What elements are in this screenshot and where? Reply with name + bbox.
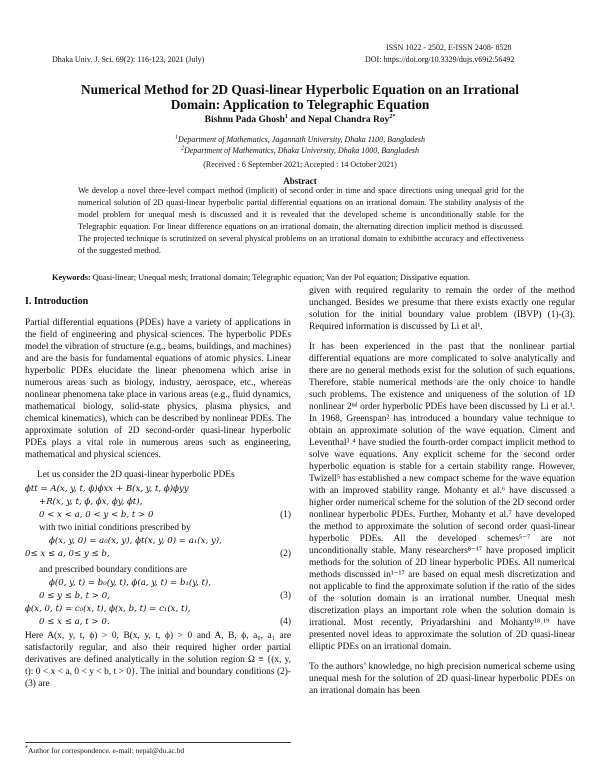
equation-1-line-2: +R(x, y, t, ϕ, ϕx, ϕy, ϕt),: [39, 497, 143, 507]
author-1: Bishnu Pada Ghosh: [204, 115, 285, 125]
and-text: and: [287, 115, 309, 125]
doi-link[interactable]: DOI: https://doi.org/10.3329/dujs.v69i2.56492: [365, 55, 515, 64]
affil-1-sup: 1: [175, 134, 179, 141]
keywords: [52, 273, 470, 282]
equation-number: (1): [280, 510, 291, 520]
equation-1-line-1: ϕtt = A(x, y, t, ϕ)ϕxx + B(x, y, t, ϕ)ϕyy: [25, 484, 189, 494]
equation-number: (2): [280, 549, 291, 559]
affil-2-sup: 2: [180, 144, 184, 151]
equation-number: (3): [280, 591, 291, 601]
footnote: [25, 746, 184, 755]
affiliation-2: Department of Mathematics, Dhaka University, Dhaka 1000, Bangladesh: [183, 145, 420, 155]
equation-4-line-1: ϕ(x, 0, t) = c₀(x, t), ϕ(x, b, t) = c₁(x, t),: [25, 604, 191, 614]
equation-1-domain: 0 < x < a, 0 < y < b, t > 0: [39, 510, 154, 520]
text-boundary-conditions: and prescribed boundary conditions are: [39, 565, 187, 575]
equation-4-domain: 0 ≤ x ≤ a, t > 0.: [39, 617, 110, 627]
abstract-heading: Abstract: [283, 176, 317, 186]
keywords-label: Keywords:: [52, 273, 91, 282]
paper-title: Numerical Method for 2D Quasi-linear Hyperbolic Equation on an Irrational Domain: Application to Telegraphic Equation: [81, 82, 519, 112]
keywords-text: Quasi-linear; Unequal mesh; Irrational domain; Telegraphic equation; Van der Pol equation; Dissipative equation.: [90, 273, 471, 282]
equation-3-line-2: [25, 590, 291, 603]
authors: [0, 115, 600, 125]
text-initial-conditions: with two initial conditions prescribed by: [39, 523, 191, 533]
affiliation-1: Department of Mathematics, Jagannath University, Dhaka 1100, Bangladesh: [178, 135, 425, 144]
intro-paragraph-3: Here A(x, y, t, ϕ) > 0, B(x, y, t, ϕ) > 0 and A, B, ϕ, a₀, a₁ are satisfactorily regular, and also their required higher order partial derivatives are defined analytically in the solution region Ω ≡ {(x, y, t): 0 < x < a, 0 < y < b, t > 0}. The initial and boundary conditions (2)-(3) are: [25, 631, 291, 689]
paragraph-literature: It has been experienced in the past that the nonlinear partial differential equations are more complicated to solve analytically and there are no general methods exist for the solution of such equations. Therefore, stable numerical methods are the only choice to handle such problems. The existence and uniqueness of the solution of 1D nonlinear 2ⁿᵈ order hyperbolic PDEs have been discussed by Li et al.¹. In 1968, Greenspan² has introduced a boundary value technique to obtain an approximate solution of the wave equation. Ciment and Leventhal³˒⁴ have studied the fourth-order compact implicit method to solve wave equations. Any explicit scheme for the second order hyperbolic equation is stable for a certain stability range. However, Twizell⁵ has established a new compact scheme for the wave equation with an improved stability range. Mohanty et al.⁶ have discussed a higher order numerical scheme for the solution of the 2D second order nonlinear hyperbolic PDEs. Further, Mohanty et al.⁷ have developed the method to approximate the solution of second order quasi-linear hyperbolic PDEs. All the developed schemes⁵⁻⁷ are not unconditionally stable. Many researchers⁸⁻¹⁷ have proposed implicit methods for the solution of 2D linear hyperbolic PDEs. All numerical methods discussed in¹⁻¹⁷ are based on equal mesh discretization and not applicable to find the approximate solution if the ratio of the sides of the solution domain is an irrational number. Unequal mesh discretization plays an important role when the solution domain is irrational. Most recently, Priyadarshini and Mohanty¹⁸˒¹⁹ have presented novel ideas to approximate the solution of 2D quasi-linear elliptic PDEs on an irrational domain.: [309, 342, 575, 652]
equation-2-line-2: [25, 548, 291, 561]
issn: ISSN 1022 - 2502, E-ISSN 2408- 8528: [386, 43, 512, 52]
journal-citation: Dhaka Univ. J. Sci. 69(2): 116-123, 2021 (July): [52, 55, 205, 64]
paragraph-continued: given with required regularity to remain the order of the method unchanged. Besides we presume that there exists exactly one regular solution for the initial boundary value problem (IBVP) (1)-(3). Required information is discussed by Li et al¹.: [309, 286, 575, 332]
footnote-divider: [25, 742, 291, 743]
right-column: [309, 285, 575, 705]
equation-3-line-1: ϕ(0, y, t) = b₀(y, t), ϕ(a, y, t) = b₁(y, t),: [49, 578, 211, 588]
author-2: Nepal Chandra Roy: [308, 115, 390, 125]
paragraph-gap: To the authors’ knowledge, no high precision numerical scheme using unequal mesh for the solution of 2D quasi-linear hyperbolic PDEs on an irrational domain has been: [309, 662, 575, 696]
affiliations: [0, 135, 600, 156]
equation-3-domain: 0 ≤ y ≤ b, t > 0,: [39, 591, 110, 601]
abstract-text: We develop a novel three-level compact method (implicit) of second order in time and space directions using unequal grid for the numerical solution of 2D quasi-linear hyperbolic partial differential equations on an irrational domain. The stability analysis of the model problem for unequal mesh is discussed and it is revealed that the developed scheme is unconditionally stable for the Telegraphic equation. For linear difference equations on an irrational domain, the alternating direction implicit method is discussed. The projected technique is scrutinized on several physical problems on an irrational domain to exhibitthe accuracy and effectiveness of the suggested method.: [78, 186, 524, 255]
equation-2-domain: 0≤ x ≤ a, 0≤ y ≤ b,: [25, 549, 110, 559]
received-dates: (Received : 6 September 2021; Accepted : 14 October 2021): [203, 160, 397, 169]
left-column: [25, 296, 291, 698]
footnote-mark: *: [25, 745, 28, 752]
equation-4-line-2: [25, 616, 291, 629]
equation-1-line-3: [25, 509, 291, 522]
author-1-affil: 1: [284, 113, 288, 120]
intro-paragraph-2: Let us consider the 2D quasi-linear hyperbolic PDEs: [37, 470, 235, 480]
section-heading: I. Introduction: [25, 296, 89, 307]
footnote-text: Author for correspondence. e-mail: nepal@du.ac.bd: [28, 746, 185, 755]
author-2-affil: 2*: [389, 113, 396, 120]
equation-2-line-1: ϕ(x, y, 0) = a₀(x, y), ϕt(x, y, 0) = a₁(x, y),: [49, 536, 222, 546]
equation-number: (4): [280, 617, 291, 627]
intro-paragraph-1: Partial differential equations (PDEs) have a variety of applications in the field of engineering and physical sciences. The hyperbolic PDEs model the vibration of structure (e.g., beams, buildings, and machines) and are the basis for fundamental equations of atomic physics. Linear hyperbolic PDEs elucidate the linear phenomena which arise in numerous areas such as biology, industry, aerospace, etc., whereas nonlinear phenomena take place in various areas (e.g., fluid dynamics, mathematical biology, solid-state physics, plasma physics, and chemical kinematics), which can be described by nonlinear PDEs. The approximate solution of 2D second-order quasi-linear hyperbolic PDEs plays a vital role in numerous areas such as engineering, mathematical and physical sciences.: [25, 318, 291, 460]
